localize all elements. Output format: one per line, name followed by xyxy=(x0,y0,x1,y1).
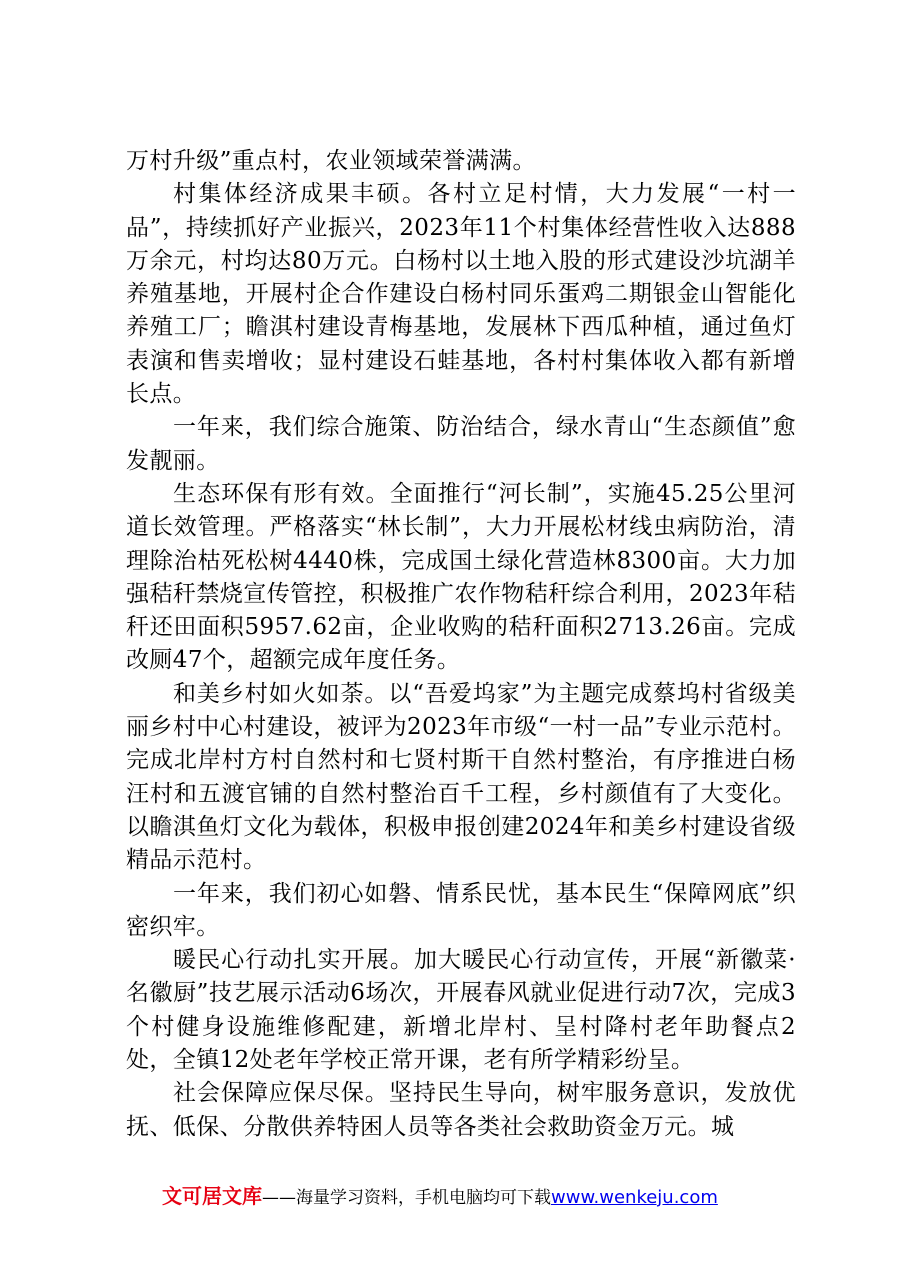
paragraph-warm-heart-action: 暖民心行动扎实开展。加大暖民心行动宣传，开展“新徽菜·名徽厨”技艺展示活动6场次，开展春风就业促进行动7次，完成3个村健身设施维修配建，新增北岸村、呈村降村老年助餐点2处，全镇12处老年学校正常开课，老有所学精彩纷呈。 xyxy=(126,947,796,1074)
paragraph-eco-protection: 生态环保有形有效。全面推行“河长制”，实施45.25公里河道长效管理。严格落实“林长制”，大力开展松材线虫病防治，清理除治枯死松树4440株，完成国土绿化营造林8300亩。大力加强秸秆禁烧宣传管控，积极推广农作物秸秆综合利用，2023年秸秆还田面积5957.62亩，企业收购的秸秆面积2713.26亩。完成改厕47个，超额完成年度任务。 xyxy=(126,480,796,674)
footer-banner xyxy=(162,1183,718,1211)
paragraph-village-economy: 村集体经济成果丰硕。各村立足村情，大力发展“一村一品”，持续抓好产业振兴，2023年11个村集体经营性收入达888万余元，村均达80万元。白杨村以土地入股的形式建设沙坑湖羊养殖基地，开展村企合作建设白杨村同乐蛋鸡二期银金山智能化养殖工厂；瞻淇村建设青梅基地，发展林下西瓜种植，通过鱼灯表演和售卖增收；显村建设石蛙基地，各村村集体收入都有新增长点。 xyxy=(126,181,796,408)
footer-site-link[interactable]: www.wenkeju.com xyxy=(551,1187,718,1208)
paragraph-social-security: 社会保障应保尽保。坚持民生导向，树牢服务意识，发放优抚、低保、分散供养特困人员等各类社会救助资金万元。城 xyxy=(126,1080,796,1140)
footer-brand: 文可居文库 xyxy=(162,1184,262,1208)
paragraph-livelihood-summary: 一年来，我们初心如磐、情系民忧，基本民生“保障网底”织密织牢。 xyxy=(126,880,796,940)
document-body xyxy=(126,145,796,1144)
paragraph-beautiful-village: 和美乡村如火如荼。以“吾爱坞家”为主题完成蔡坞村省级美丽乡村中心村建设，被评为2023年市级“一村一品”专业示范村。完成北岸村方村自然村和七贤村斯干自然村整治，有序推进白杨汪村和五渡官铺的自然村整治百千工程，乡村颜值有了大变化。以瞻淇鱼灯文化为载体，积极申报创建2024年和美乡村建设省级精品示范村。 xyxy=(126,680,796,874)
paragraph-continuation: 万村升级”重点村，农业领域荣誉满满。 xyxy=(126,148,536,174)
paragraph-ecology-summary: 一年来，我们综合施策、防治结合，绿水青山“生态颜值”愈发靓丽。 xyxy=(126,414,796,474)
footer-tagline: ——海量学习资料，手机电脑均可下载 xyxy=(262,1188,551,1208)
